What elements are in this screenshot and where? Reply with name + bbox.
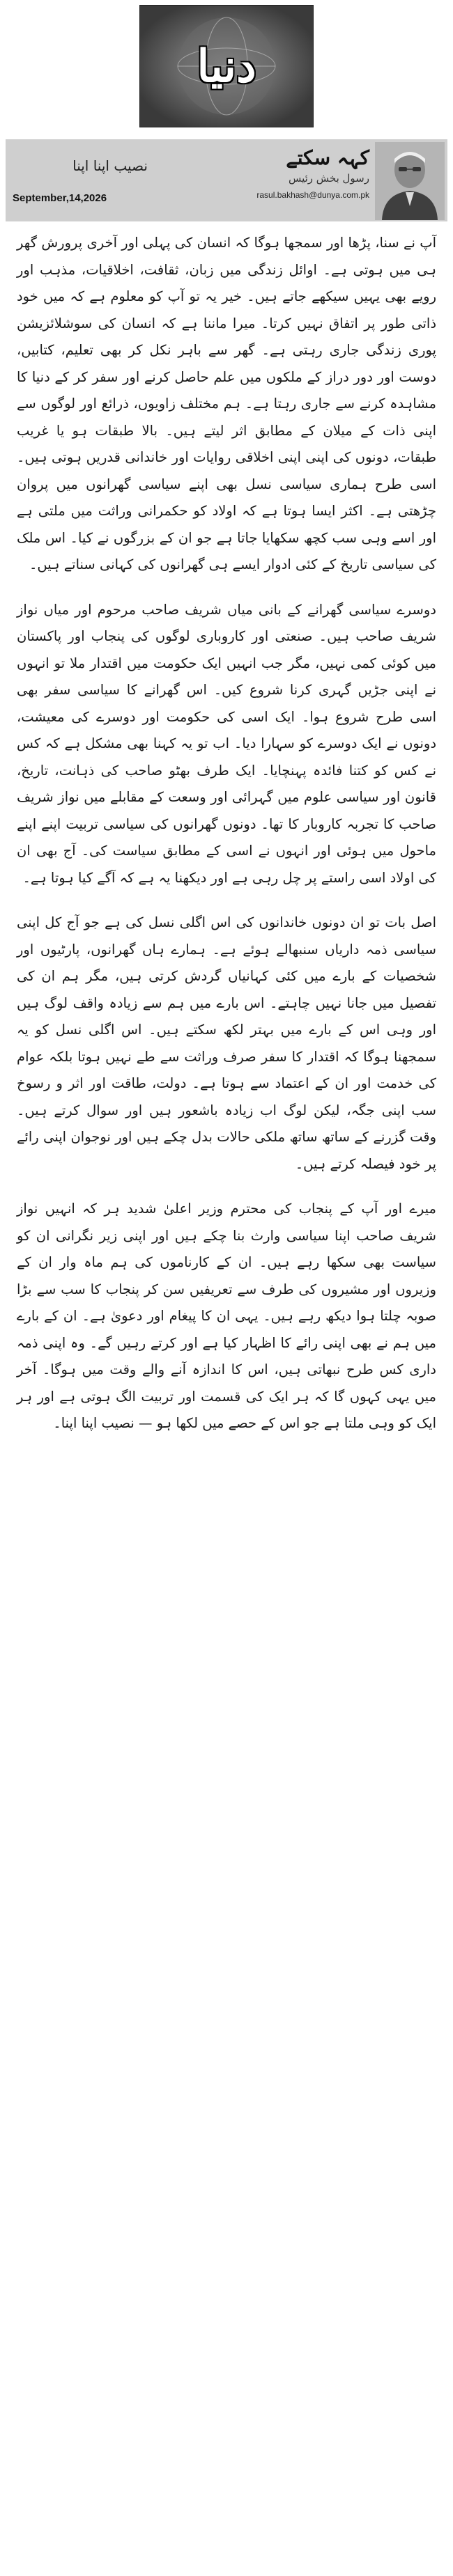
column-brand-name: کہہ سکتے — [286, 146, 369, 169]
column-header-left — [6, 139, 222, 221]
article-paragraph: دوسرے سیاسی گھرانے کے بانی میاں شریف صاحب مرحوم اور میاں نواز شریف صاحب ہیں۔ صنعتی اور کاروباری لوگوں کی پنجاب اور پاکستان میں کوئی کمی نہیں، مگر جب انہیں ایک حکومت میں اقتدار ملا تو انہوں نے اپنی جڑیں گہری کرنا شروع کیں۔ اس گھرانے کا سیاسی سفر بھی اسی طرح شروع ہوا۔ ایک اسی کی حکومت اور دوسرے کی معیشت، دونوں نے ایک دوسرے کو سہارا دیا۔ اب تو یہ کہنا بھی مشکل ہے کہ کس نے کس کو کتنا فائدہ پہنچایا۔ ایک طرف بھٹو صاحب کی ذہانت، تاریخ، قانون اور سیاسی علوم میں گہرائی اور وسعت کے مقابلے میں نواز شریف صاحب کا تجربہ کاروبار کا تھا۔ دونوں گھرانوں کی سیاسی تربیت اپنے اپنے ماحول میں ہوئی اور انہوں نے اسی کے مطابق سیاست کی۔ آج بھی ان کی اولاد اسی راستے پر چل رہی ہے اور دیکھنا یہ ہے کہ آگے کیا ہوتا ہے۔ — [17, 601, 436, 886]
article-paragraph: میرے اور آپ کے پنجاب کی محترم وزیر اعلیٰ شدید ہر کہ انہیں نواز شریف صاحب اپنا سیاسی وارث بنا چکے ہیں اور اپنی زیر نگرانی ان کو سیاست بھی سکھا رہے ہیں۔ ان کے کارناموں کی ہم ماہ وار ان کے وزیروں اور مشیروں کی طرف سے تعریفیں سن کر پنجاب کا سب سے بڑا صوبہ چلتا ہوا دیکھ رہے ہیں۔ یہی ان کا پیغام اور دعویٰ ہے۔ ان کے بارے میں ہم نے بھی اپنی رائے کا اظہار کیا ہے اور کرتے رہیں گے۔ وہ اپنی ذمہ داری کس طرح نبھاتی ہیں، اس کا اندازہ آنے والے وقت میں ہوگا۔ آخر میں یہی کہوں گا کہ ہر ایک کی قسمت اور تربیت الگ ہوتی ہے اور ہر ایک کو وہی ملتا ہے جو اس کے حصے میں لکھا ہو — نصیب اپنا اپنا۔ — [17, 1201, 436, 1431]
author-photo — [375, 142, 445, 220]
masthead — [0, 0, 453, 132]
column-header — [6, 139, 447, 221]
author-name: رسول بخش رئیس — [288, 172, 369, 185]
article-paragraph: آپ نے سنا، پڑھا اور سمجھا ہوگا کہ انسان کی پہلی اور آخری پرورش گھر ہی میں ہوتی ہے۔ اوائل زندگی میں زبان، ثقافت، اخلاقیات، مذہب اور رویے بھی یہیں سیکھے جاتے ہیں۔ خیر یہ تو آپ کو معلوم ہے کہ میں خود ذاتی طور پر اتفاق نہیں کرتا۔ میرا ماننا ہے کہ انسان کی سوشلائزیشن پوری زندگی جاری رہتی ہے۔ گھر سے باہر نکل کر بھی تعلیم، کتابیں، دوست اور دور دراز کے ملکوں میں علم حاصل کرنے اور سفر کر کے دنیا کا مشاہدہ کرنے سے جاری رہتا ہے۔ ہم مختلف زاویوں، ذرائع اور لوگوں سے اپنی ذات کے میلان کے مطابق اثر لیتے ہیں۔ بالا طبقات ہو یا غریب طبقات، دونوں کی اپنی اپنی اخلاقی روایات اور خاندانی قدریں ہوتی ہیں۔ اسی طرح ہماری سیاسی نسل بھی اپنے سیاسی گھرانوں میں پروان چڑھتی ہے۔ اکثر ایسا ہوتا ہے کہ اولاد کو حکمرانی وراثت میں ملتی ہے اور اسے وہی سب کچھ سکھایا جاتا ہے جو ان کے بزرگوں نے کیا۔ اس ملک کی سیاسی تاریخ کے کئی ادوار ایسے ہی گھرانوں کی کہانی سناتے ہیں۔ — [17, 235, 436, 572]
article-paragraph: اصل بات تو ان دونوں خاندانوں کی اس اگلی نسل کی ہے جو آج کل اپنی سیاسی ذمہ داریاں سنبھالے ہوئے ہے۔ ہمارے ہاں گھرانوں، پارٹیوں اور شخصیات کے بارے میں کئی کہانیاں گردش کرتی ہیں، مگر ہم ان کی تفصیل میں جانا نہیں چاہتے۔ اس بارے میں ہم سے زیادہ واقف لوگ ہیں اور وہی اس کے بارے میں بہتر لکھ سکتے ہیں۔ اس اگلی نسل کو یہ سمجھنا ہوگا کہ اقتدار کا سفر صرف وراثت سے طے نہیں ہوتا بلکہ عوام کی خدمت اور ان کے اعتماد سے ہوتا ہے۔ دولت، طاقت اور اثر و رسوخ سب اپنی جگہ، لیکن لوگ اب زیادہ باشعور ہیں اور سوال کرتے ہیں۔ وقت گزرنے کے ساتھ ساتھ ملکی حالات بدل چکے ہیں اور نوجوان اپنی رائے پر خود فیصلہ کرتے ہیں۔ — [17, 914, 436, 1172]
author-portrait-graphic — [375, 142, 445, 220]
column-title: نصیب اپنا اپنا — [72, 157, 148, 174]
article-body — [17, 230, 436, 1455]
publish-date: September,14,2026 — [13, 192, 107, 204]
column-header-right — [222, 139, 447, 221]
author-email-link[interactable]: rasul.bakhash@dunya.com.pk — [256, 190, 369, 200]
logo-wordmark: دنیا — [197, 40, 256, 93]
newspaper-logo[interactable] — [139, 5, 314, 127]
author-info — [256, 146, 369, 200]
